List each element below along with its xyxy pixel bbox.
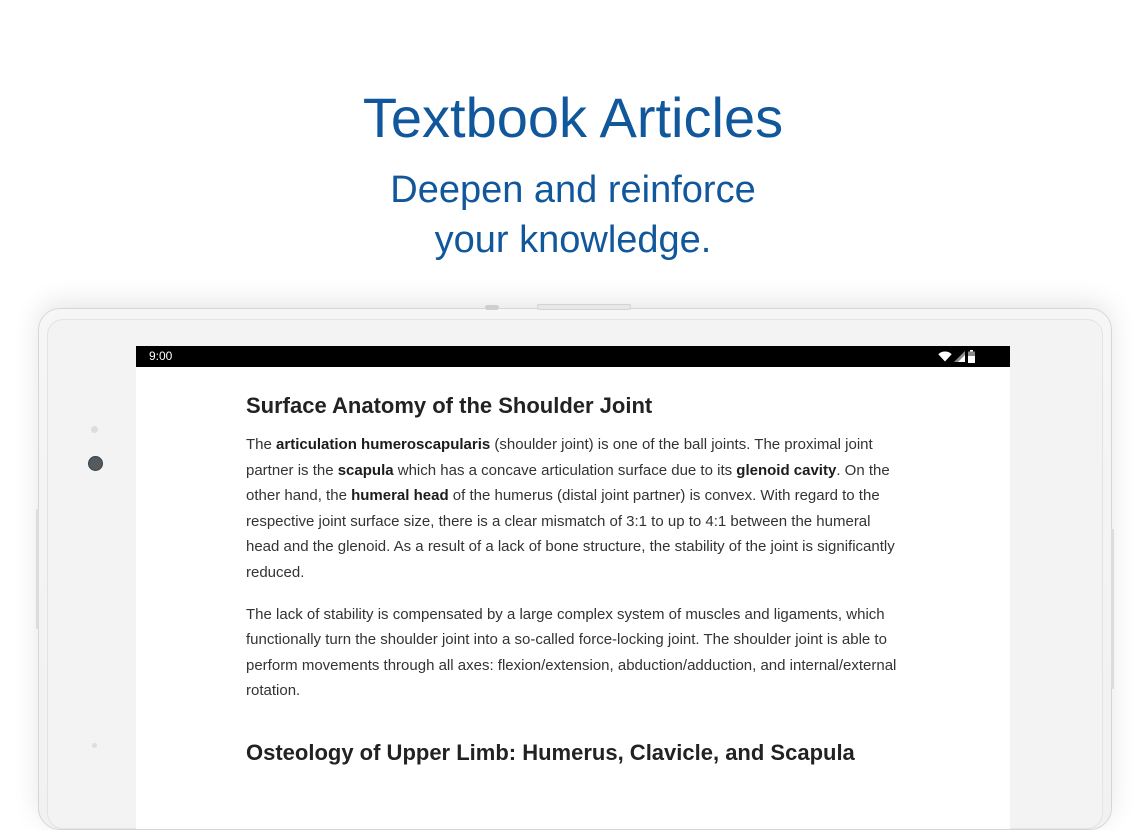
article-paragraph-2: The lack of stability is compensated by a large complex system of muscles and ligaments, which functionally turn the shoulder joint into a so-called force-locking joint. The shoulder joint is able to perform movements through all axes: flexion/extension, abduction/adduction, and internal/external rotation. [246,605,897,700]
p1-text-4: . On the other hand, the [246,461,890,505]
p1-bold-articulation: articulation humeroscapularis [276,436,491,453]
promo-title: Textbook Articles [362,86,784,149]
p1-text-1: The [246,436,277,453]
tablet-side-button-left [36,509,39,629]
tablet-top-dot [485,305,499,310]
status-icons [934,350,994,363]
p1-bold-humeral-head: humeral head [351,487,449,505]
p1-text-3: which has a concave articulation surface due to its [393,461,737,479]
p1-bold-scapula: scapula [337,461,394,479]
article-heading-osteology: Osteology of Upper Limb: Humerus, Clavicle, and Scapula [246,739,855,765]
sensor-dot [91,426,98,433]
promo-subtitle-line2: your knowledge. [434,219,712,261]
bottom-sensor-dot [92,743,97,748]
p1-text-5: of the humerus (distal joint partner) is convex. With regard to the respective joint surface size, there is a clear mismatch of 3:1 to up to 4:1 between the humeral head and the glenoid. As a result of a lack of bone structure, the stability of the joint is significantly reduced. [246,487,895,581]
promo-subtitle [0,165,1146,265]
tablet-screen [136,346,1010,829]
cell-signal-icon [954,351,965,362]
article-paragraph-1 [246,432,906,586]
promo-subtitle-line1: Deepen and reinforce [390,169,756,211]
status-time: 9:00 [149,349,173,363]
battery-icon [968,350,975,363]
status-bar [136,346,1010,367]
tablet-top-button [537,304,631,310]
tablet-side-button-right [1111,529,1114,689]
wifi-icon [938,351,952,362]
tablet-frame [38,308,1112,830]
camera-icon [88,456,103,471]
p1-text-2: (shoulder joint) is one of the ball joints. The proximal joint partner is the [246,436,873,479]
p1-bold-glenoid-cavity: glenoid cavity [736,461,837,479]
article-content [246,391,906,768]
article-heading-surface-anatomy: Surface Anatomy of the Shoulder Joint [246,393,653,418]
